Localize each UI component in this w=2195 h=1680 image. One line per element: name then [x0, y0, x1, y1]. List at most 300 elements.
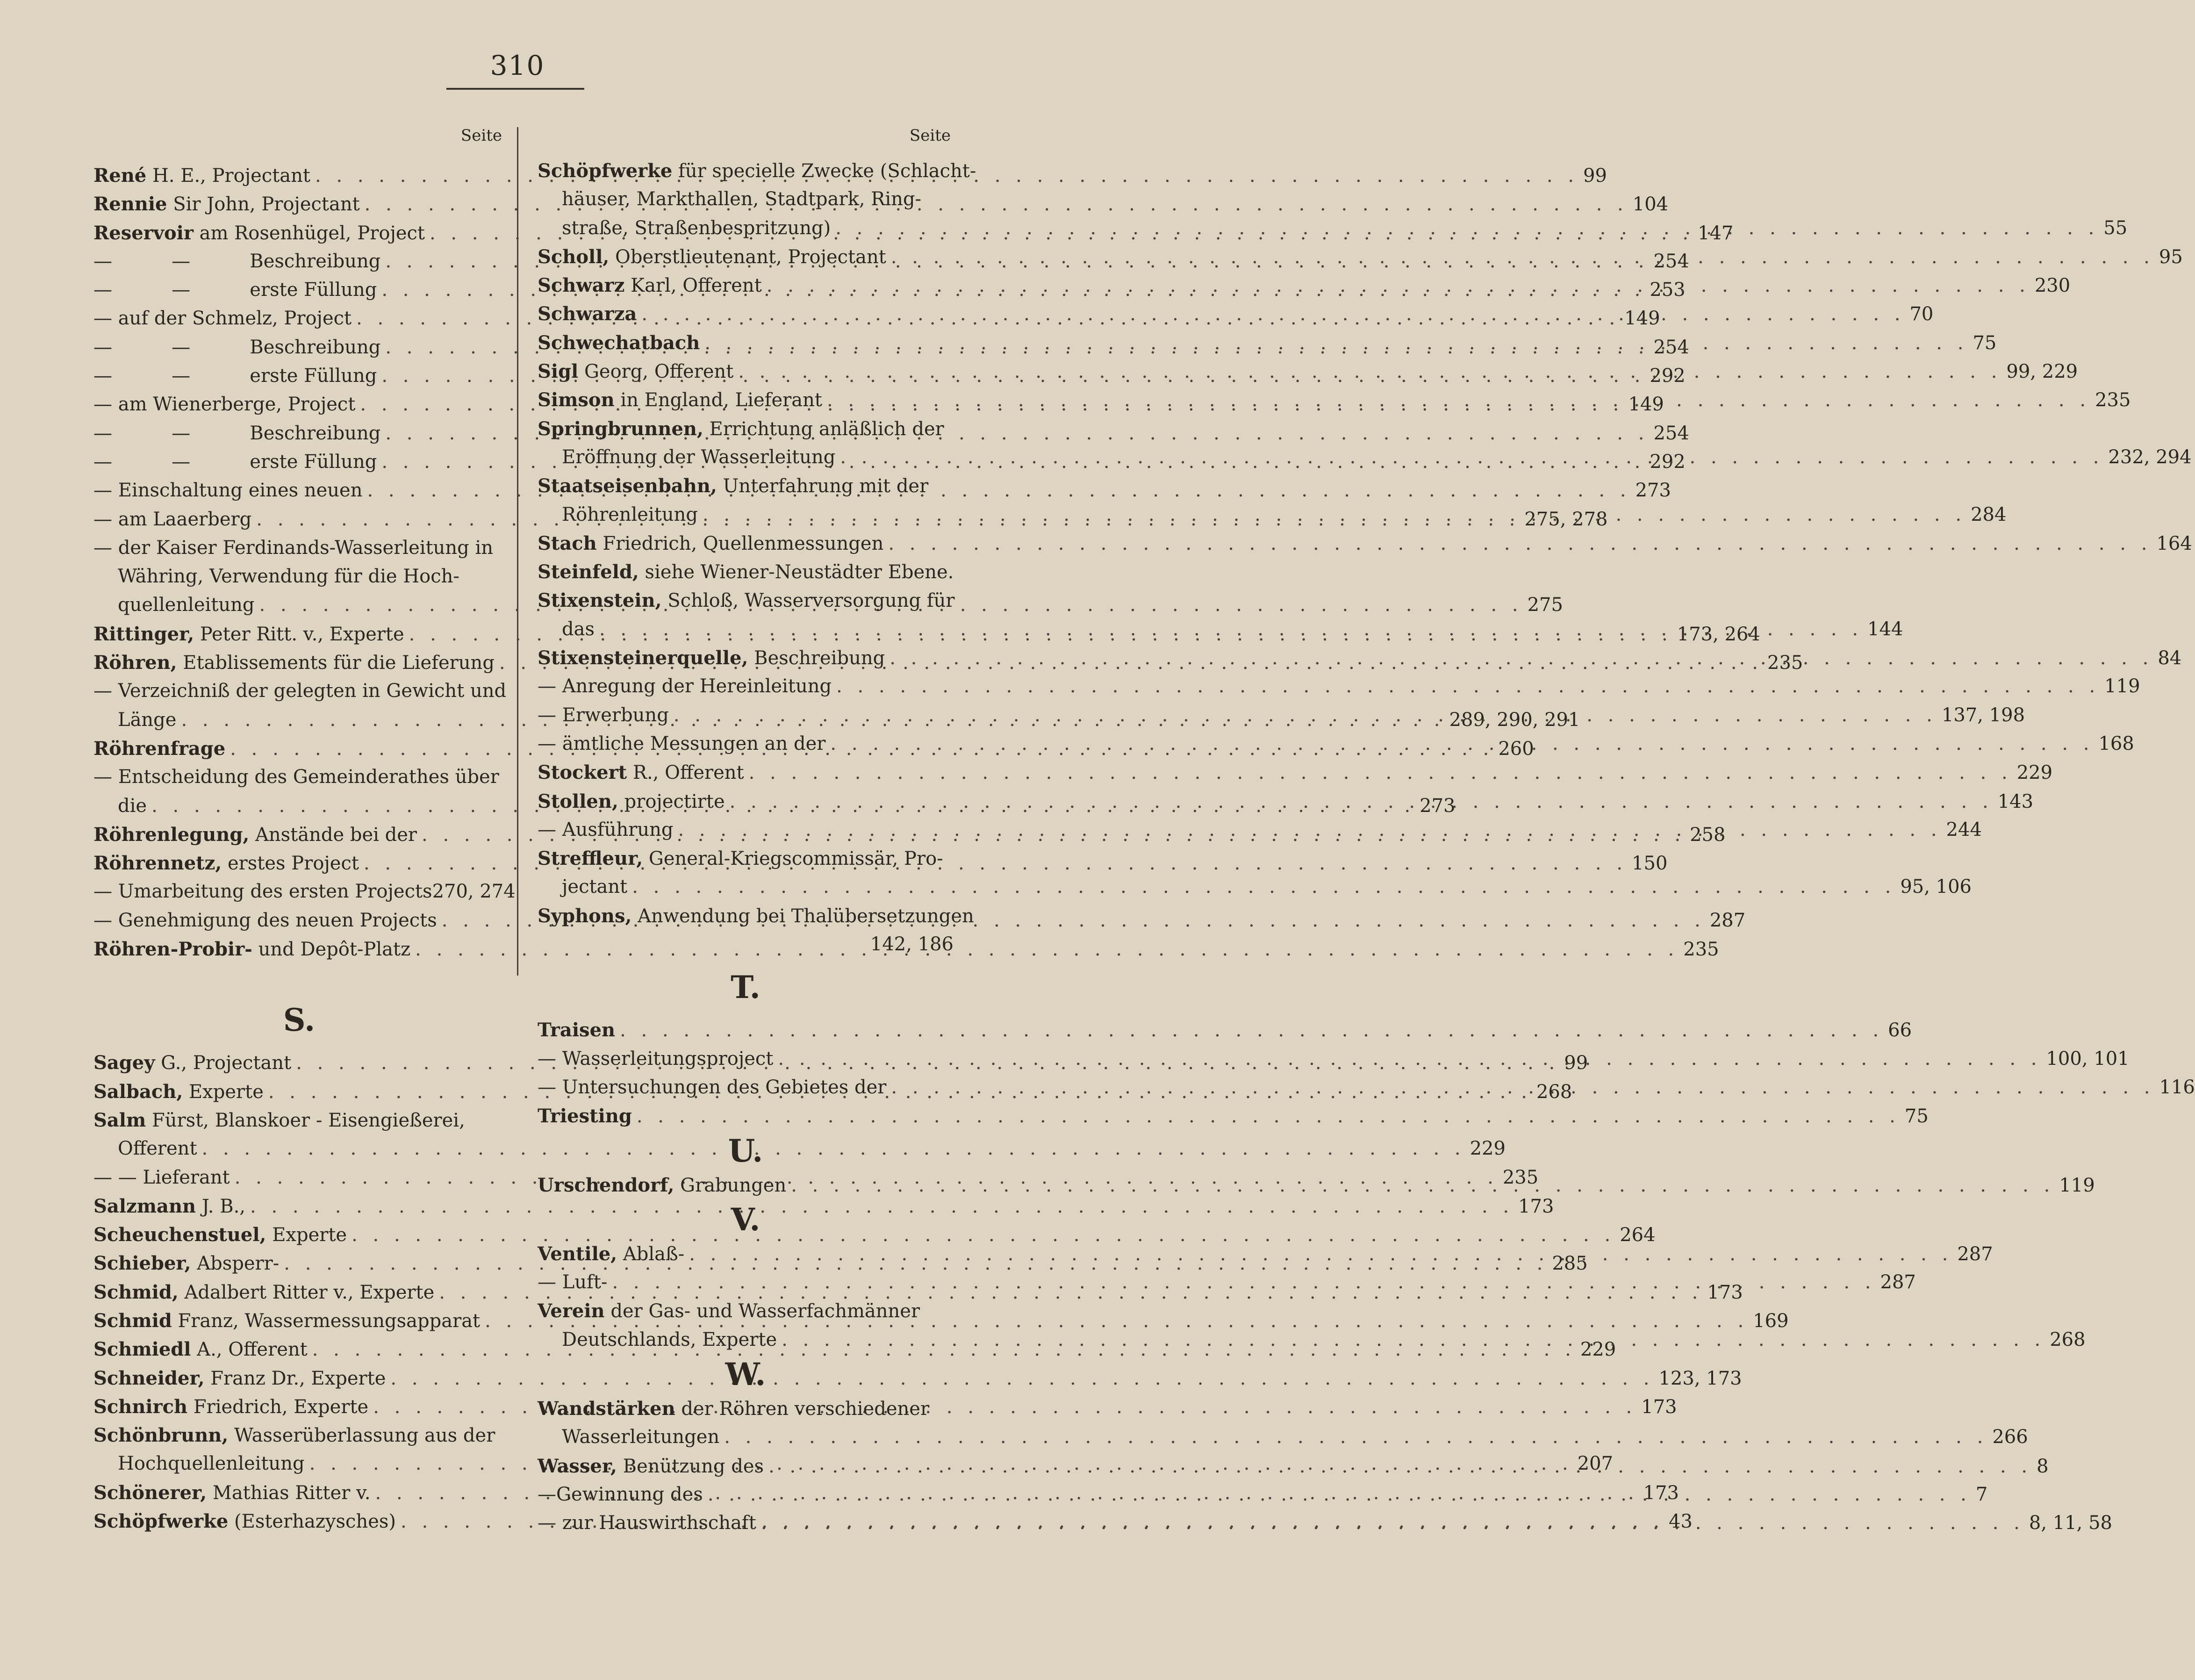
entry-pages: 55 [2103, 217, 2128, 239]
entry-term: Sigl [538, 360, 579, 383]
entry-text [118, 591, 255, 619]
leader-dots [719, 1423, 1992, 1451]
entry-description: für specielle Zwecke (Schlacht- [672, 160, 976, 182]
entry-text [93, 734, 225, 763]
entry-description: — Untersuchungen des Gebietes der [538, 1076, 887, 1098]
page-number: 310 [490, 50, 545, 81]
entry-pages: 253 [1650, 279, 1686, 301]
left-column-header: Seite [460, 126, 502, 145]
entry-pages: 244 [1946, 818, 1982, 840]
index-entry [538, 185, 954, 214]
entry-term: Reservoir [93, 222, 194, 244]
entry-description: Anstände bei der [249, 824, 417, 846]
entry-term: Springbrunnen, [538, 417, 703, 440]
entry-term: Stollen, [538, 790, 618, 812]
section-letter-w: W. [725, 1356, 766, 1393]
entry-term: Stockert [538, 761, 627, 784]
entry-text [538, 1268, 607, 1297]
leader-dots [607, 1268, 1880, 1297]
entry-description: die [118, 795, 147, 817]
entry-pages: 8 [2037, 1455, 2049, 1477]
entry-term: Röhren, [93, 652, 177, 674]
entry-text [538, 672, 832, 701]
entry-text [93, 448, 377, 476]
leader-dots [684, 1240, 1957, 1269]
entry-text [93, 333, 380, 362]
entry-text [538, 758, 744, 787]
entry-pages: 229 [1580, 1339, 1616, 1361]
index-entry [93, 1192, 1554, 1221]
entry-text [562, 873, 627, 901]
entry-text [538, 1452, 764, 1481]
entry-description: Fürst, Blanskoer - Eisengießerei, [146, 1109, 465, 1131]
entry-text [93, 1278, 434, 1307]
index-entry [538, 586, 954, 615]
index-entry [538, 1102, 1929, 1130]
entry-description: Beschreibung [748, 647, 885, 669]
entry-description: — Wasserleitungsproject [538, 1048, 774, 1070]
entry-description: — — Beschreibung [93, 250, 381, 272]
entry-pages: 287 [1957, 1243, 1993, 1265]
entry-pages: 229 [1470, 1138, 1506, 1160]
entry-text [538, 1102, 632, 1131]
entry-term: Simson [538, 389, 615, 411]
entry-text [93, 1421, 495, 1450]
entry-pages: 254 [1653, 336, 1689, 358]
leader-dots [725, 788, 1998, 816]
entry-term: Schieber, [93, 1252, 191, 1275]
entry-text [562, 1326, 777, 1354]
entry-description: — — erste Füllung [93, 279, 377, 301]
entry-pages: 143 [1997, 790, 2034, 812]
entry-description: Deutschlands, Experte [562, 1328, 777, 1350]
entry-description: — — erste Füllung [93, 365, 377, 387]
entry-description: erstes Project [222, 853, 359, 875]
entry-text [538, 1394, 929, 1423]
index-entry [93, 677, 505, 705]
entry-description: jectant [562, 876, 628, 898]
index-entry [538, 672, 2140, 701]
entry-term: Traisen [538, 1019, 616, 1041]
index-entry [93, 763, 505, 791]
entry-pages: 260 [1498, 738, 1534, 760]
entry-pages: 8, 11, 58 [2029, 1512, 2112, 1534]
entry-term: Wandstärken [538, 1397, 675, 1420]
entry-pages: 168 [2098, 732, 2134, 754]
entry-text [562, 185, 921, 214]
entry-description: — Anregung der Hereinleitung [538, 675, 832, 697]
index-entry [93, 1364, 1742, 1393]
entry-pages: 292 [1650, 451, 1686, 473]
entry-term: Schnirch [93, 1395, 188, 1418]
entry-description: — Umarbeitung des ersten Projects [93, 881, 432, 903]
entry-term: Schwechatbach [538, 331, 700, 354]
entry-description: Oberstlieutenant, Projectant [609, 246, 886, 268]
entry-description: Unterfahrung mit der [717, 475, 929, 497]
entry-description: Sir John, Projectant [167, 194, 360, 215]
entry-text [538, 1073, 886, 1102]
leader-dots [733, 358, 2006, 386]
leader-dots [673, 816, 1946, 844]
entry-pages: 119 [2059, 1174, 2095, 1196]
entry-term: Röhrennetz, [93, 852, 222, 875]
entry-text [538, 1480, 703, 1509]
index-entry [93, 877, 516, 906]
entry-text [118, 792, 147, 820]
entry-description: Anwendung bei Thalübersetzungen [631, 905, 974, 927]
entry-description: General-Kriegscommissär, Pro- [643, 848, 943, 870]
leader-dots [669, 701, 1942, 730]
entry-description: Karl, Offerent [624, 275, 762, 297]
entry-description: quellenleitung [118, 594, 255, 616]
entry-pages: 70 [1909, 303, 1934, 325]
entry-text [93, 1221, 347, 1249]
entry-description: — Luft- [538, 1271, 608, 1293]
entry-description: straße, Straßenbespritzung) [562, 217, 831, 239]
entry-pages: 43 [1669, 1511, 1693, 1533]
entry-pages: 284 [1971, 503, 2007, 525]
index-entry [538, 529, 2192, 558]
entry-term: Schwarz [538, 274, 625, 297]
entry-pages: 173 [1707, 1281, 1743, 1303]
entry-description: G., Projectant [155, 1052, 292, 1074]
entry-description: — am Wienerberge, Project [93, 394, 356, 416]
entry-term: Stixensteinerquelle, [538, 647, 748, 669]
entry-term: Wasser, [538, 1455, 617, 1477]
entry-pages: 149 [1628, 394, 1664, 416]
index-entry [538, 930, 954, 959]
index-entry [538, 902, 974, 930]
entry-pages: 173, 264 [1677, 623, 1760, 645]
entry-description: Franz Dr., Experte [204, 1367, 386, 1389]
entry-text [538, 558, 954, 587]
index-entry [538, 1394, 954, 1423]
entry-description: Länge [118, 709, 177, 731]
entry-text [538, 1171, 786, 1200]
entry-description: — auf der Schmelz, Project [93, 308, 352, 330]
entry-text [93, 1364, 386, 1393]
index-entry [93, 1421, 505, 1450]
entry-pages: 144 [1867, 618, 1903, 640]
entry-term: Röhrenlegung, [93, 823, 250, 846]
entry-description: der Gas- und Wasserfachmänner [604, 1300, 920, 1322]
entry-description: — — Lieferant [93, 1166, 230, 1188]
index-entry [538, 415, 954, 443]
index-entry [93, 1106, 505, 1134]
entry-pages: 7 [1975, 1483, 1988, 1505]
entry-description: Errichtung anläßlich der [703, 418, 944, 440]
entry-pages: 287 [1880, 1271, 1916, 1293]
entry-term: Triesting [538, 1105, 632, 1127]
entry-pages: 287 [1709, 909, 1746, 931]
entry-text [93, 476, 363, 505]
entry-description: Friedrich, Experte [187, 1396, 369, 1418]
entry-text [93, 820, 417, 849]
entry-pages: 173 [1518, 1195, 1554, 1217]
leader-dots [632, 1102, 1905, 1131]
entry-text [93, 763, 499, 791]
entry-description: — Einschaltung eines neuen [93, 480, 363, 502]
entry-term: Scholl, [538, 245, 610, 268]
entry-description: Schloß, Wasserversorgung für [661, 590, 955, 612]
entry-term: René [93, 165, 147, 187]
entry-pages: 137, 198 [1941, 704, 2025, 726]
leader-dots [700, 329, 1973, 358]
leader-dots [831, 214, 2103, 243]
entry-pages: 173 [1641, 1396, 1677, 1418]
index-entry [538, 1016, 1912, 1044]
entry-term: Salm [93, 1109, 146, 1131]
entry-text [93, 849, 359, 878]
entry-pages: 230 [2034, 275, 2071, 297]
entry-text [538, 271, 762, 300]
entry-description: —Gewinnung des [538, 1483, 703, 1505]
entry-term: Röhren-Probir- [93, 938, 252, 961]
entry-term: Ventile, [538, 1242, 617, 1265]
section-letter-t: T. [731, 969, 760, 1006]
entry-pages: 142, 186 [870, 933, 954, 955]
leader-dots [825, 730, 2098, 758]
entry-text [538, 1509, 756, 1537]
entry-pages: 266 [1992, 1426, 2028, 1448]
entry-text [93, 1479, 371, 1508]
entry-description: Franz, Wassermessungsapparat [172, 1310, 481, 1332]
entry-text [93, 219, 425, 248]
entry-pages: 273 [1420, 795, 1456, 817]
entry-text [93, 620, 404, 649]
entry-text [93, 1507, 396, 1536]
entry-term: Schönerer, [93, 1481, 207, 1504]
right-column-header: Seite [909, 126, 951, 145]
entry-text [93, 190, 360, 219]
entry-term: Verein [538, 1300, 605, 1322]
entry-description: A., Offerent [191, 1339, 308, 1361]
entry-pages: 207 [1577, 1453, 1614, 1475]
entry-text [562, 214, 831, 243]
entry-pages: 100, 101 [2046, 1048, 2130, 1070]
entry-description: — Erwerbung [538, 704, 669, 726]
entry-pages: 264 [1620, 1224, 1656, 1246]
entry-description: Friedrich, Quellenmessungen [596, 532, 884, 554]
entry-term: Urschendorf, [538, 1174, 674, 1196]
entry-text [93, 648, 495, 677]
entry-text [538, 415, 944, 444]
entry-text [93, 1048, 291, 1077]
index-entry [538, 157, 976, 185]
entry-text [118, 706, 176, 734]
entry-pages: 75 [1904, 1106, 1929, 1127]
entry-description: — — Beschreibung [93, 422, 381, 444]
leader-dots [832, 672, 2104, 701]
entry-pages: 104 [1632, 194, 1669, 215]
entry-text [538, 644, 885, 673]
entry-text [538, 329, 700, 358]
entry-term: Schmiedl [93, 1338, 191, 1361]
entry-pages: 235 [1502, 1166, 1539, 1188]
entry-term: Steinfeld, [538, 561, 639, 583]
entry-term: Schöpfwerke [538, 160, 673, 182]
entry-description: — — Beschreibung [93, 336, 381, 358]
entry-text [93, 1249, 279, 1278]
leader-dots [637, 300, 1909, 329]
entry-description: Hochquellenleitung [118, 1453, 305, 1475]
entry-pages: 150 [1632, 853, 1668, 875]
entry-description: R., Offerent [627, 762, 744, 784]
entry-text [538, 243, 886, 272]
entry-description: Grabungen [674, 1174, 787, 1196]
entry-description: und Depôt-Platz [252, 939, 411, 961]
section-letter-v: V. [731, 1201, 760, 1238]
entry-text [538, 472, 928, 501]
entry-text [93, 906, 437, 935]
entry-text [93, 362, 377, 390]
leader-dots [885, 644, 2158, 673]
entry-term: Sagey [93, 1052, 155, 1074]
entry-pages: 164 [2156, 532, 2192, 554]
entry-text [538, 701, 669, 730]
entry-pages: 235 [2095, 389, 2131, 411]
leader-dots [886, 1073, 2159, 1102]
entry-text [93, 1307, 480, 1335]
entry-text [93, 247, 380, 276]
entry-description: Wasserleitungen [562, 1426, 720, 1448]
entry-pages: 254 [1653, 422, 1689, 444]
entry-description: — Ausführung [538, 818, 674, 840]
entry-pages: 99 [1583, 165, 1607, 187]
index-entry [538, 873, 1972, 901]
entry-text [93, 1077, 264, 1106]
entry-text [93, 677, 506, 705]
entry-description: H. E., Projectant [146, 165, 310, 187]
leader-dots [822, 386, 2095, 415]
leader-dots [744, 759, 2017, 787]
leader-dots [777, 1326, 2050, 1354]
entry-text [538, 529, 883, 558]
entry-text [538, 902, 974, 931]
entry-pages: 147 [1698, 222, 1734, 244]
entry-description: Mathias Ritter v. [207, 1482, 371, 1504]
entry-description: — der Kaiser Ferdinands-Wasserleitung in [93, 537, 494, 559]
entry-description: am Rosenhügel, Project [193, 222, 425, 244]
entry-text [93, 1335, 308, 1364]
entry-term: Schmid [93, 1309, 172, 1332]
entry-term: Salbach, [93, 1080, 183, 1103]
leader-dots [786, 1171, 2059, 1200]
index-entry [538, 1297, 954, 1325]
entry-description: Offerent [118, 1138, 197, 1160]
entry-text [562, 501, 698, 529]
entry-text [538, 1016, 615, 1045]
entry-text [538, 386, 822, 415]
entry-description: Absperr- [191, 1253, 280, 1275]
entry-description: Peter Ritt. v., Experte [194, 623, 404, 645]
entry-text [93, 1393, 368, 1422]
entry-description: der Röhren verschiedener [675, 1398, 930, 1420]
index-entry [538, 1423, 2028, 1451]
entry-description: Wasserüberlassung aus der [228, 1425, 495, 1447]
entry-term: Syphons, [538, 905, 632, 927]
entry-text [538, 787, 725, 816]
entry-text [562, 1423, 719, 1451]
entry-text [93, 505, 251, 534]
entry-description: Adalbert Ritter v., Experte [178, 1281, 435, 1303]
section-letter-u: U. [728, 1132, 763, 1169]
entry-pages: 235 [1767, 652, 1803, 674]
entry-text [538, 357, 733, 386]
section-letter-s: S. [283, 1002, 316, 1039]
index-entry [538, 558, 954, 586]
entry-pages: 169 [1753, 1310, 1789, 1332]
entry-description: (Esterhazysches) [228, 1511, 396, 1533]
entry-description: Etablissements für die Lieferung [177, 652, 495, 674]
leader-dots [883, 530, 2156, 558]
entry-term: Schöpfwerke [93, 1510, 229, 1533]
index-entry [93, 534, 505, 562]
entry-term: Schmid, [93, 1281, 179, 1303]
entry-description: das [562, 618, 595, 640]
entry-term: Schönbrunn, [93, 1424, 229, 1447]
entry-text [538, 844, 943, 873]
entry-term: Staatseisenbahn, [538, 475, 717, 497]
entry-pages: 84 [2158, 647, 2182, 669]
entry-pages: 292 [1650, 365, 1686, 387]
entry-description: Experte [266, 1224, 347, 1246]
entry-pages: 235 [1683, 939, 1719, 961]
entry-text [93, 877, 432, 906]
leader-dots [835, 443, 2108, 472]
entry-text [538, 586, 955, 615]
entry-text [93, 935, 410, 964]
entry-text [118, 1134, 197, 1163]
entry-term: Rittinger, [93, 623, 194, 645]
entry-text [562, 615, 595, 644]
entry-description: Eröffnung der Wasserleitung [562, 446, 836, 468]
entry-text [93, 1163, 230, 1192]
entry-text [538, 157, 976, 186]
entry-pages: 95 [2159, 246, 2183, 268]
entry-pages: 273 [1635, 480, 1671, 502]
entry-description: in England, Lieferant [614, 389, 822, 411]
entry-term: Streffleur, [538, 847, 643, 870]
entry-text [538, 1240, 684, 1269]
index-entry [538, 758, 2053, 787]
entry-pages: 119 [2104, 675, 2140, 697]
entry-term: Scheuchenstuel, [93, 1224, 266, 1246]
entry-text [93, 390, 355, 419]
leader-dots [773, 1045, 2046, 1073]
entry-description: Georg, Offerent [578, 361, 734, 383]
entry-description: — Entscheidung des Gemeinderathes über [93, 766, 499, 788]
entry-pages: 75 [1973, 332, 1997, 354]
leader-dots [615, 1016, 1888, 1045]
entry-pages: 285 [1552, 1253, 1588, 1275]
leader-dots [756, 1509, 2029, 1537]
entry-description: häuser, Markthallen, Stadtpark, Ring- [562, 188, 922, 210]
entry-text [538, 300, 637, 329]
entry-description: siehe Wiener-Neustädter Ebene. [638, 561, 954, 583]
entry-description: — — erste Füllung [93, 451, 377, 473]
entry-pages: 275 [1527, 594, 1563, 616]
entry-pages: 254 [1653, 250, 1689, 272]
entry-text [538, 1045, 773, 1073]
entry-description: — am Laaerberg [93, 508, 252, 530]
entry-pages: 258 [1690, 824, 1726, 846]
entry-text [93, 276, 377, 304]
entry-pages: 229 [2016, 762, 2053, 784]
entry-description: — Genehmigung des neuen Projects [93, 909, 437, 931]
entry-description: — Verzeichniß der gelegten in Gewicht und [93, 680, 507, 702]
entry-text [538, 1297, 920, 1326]
